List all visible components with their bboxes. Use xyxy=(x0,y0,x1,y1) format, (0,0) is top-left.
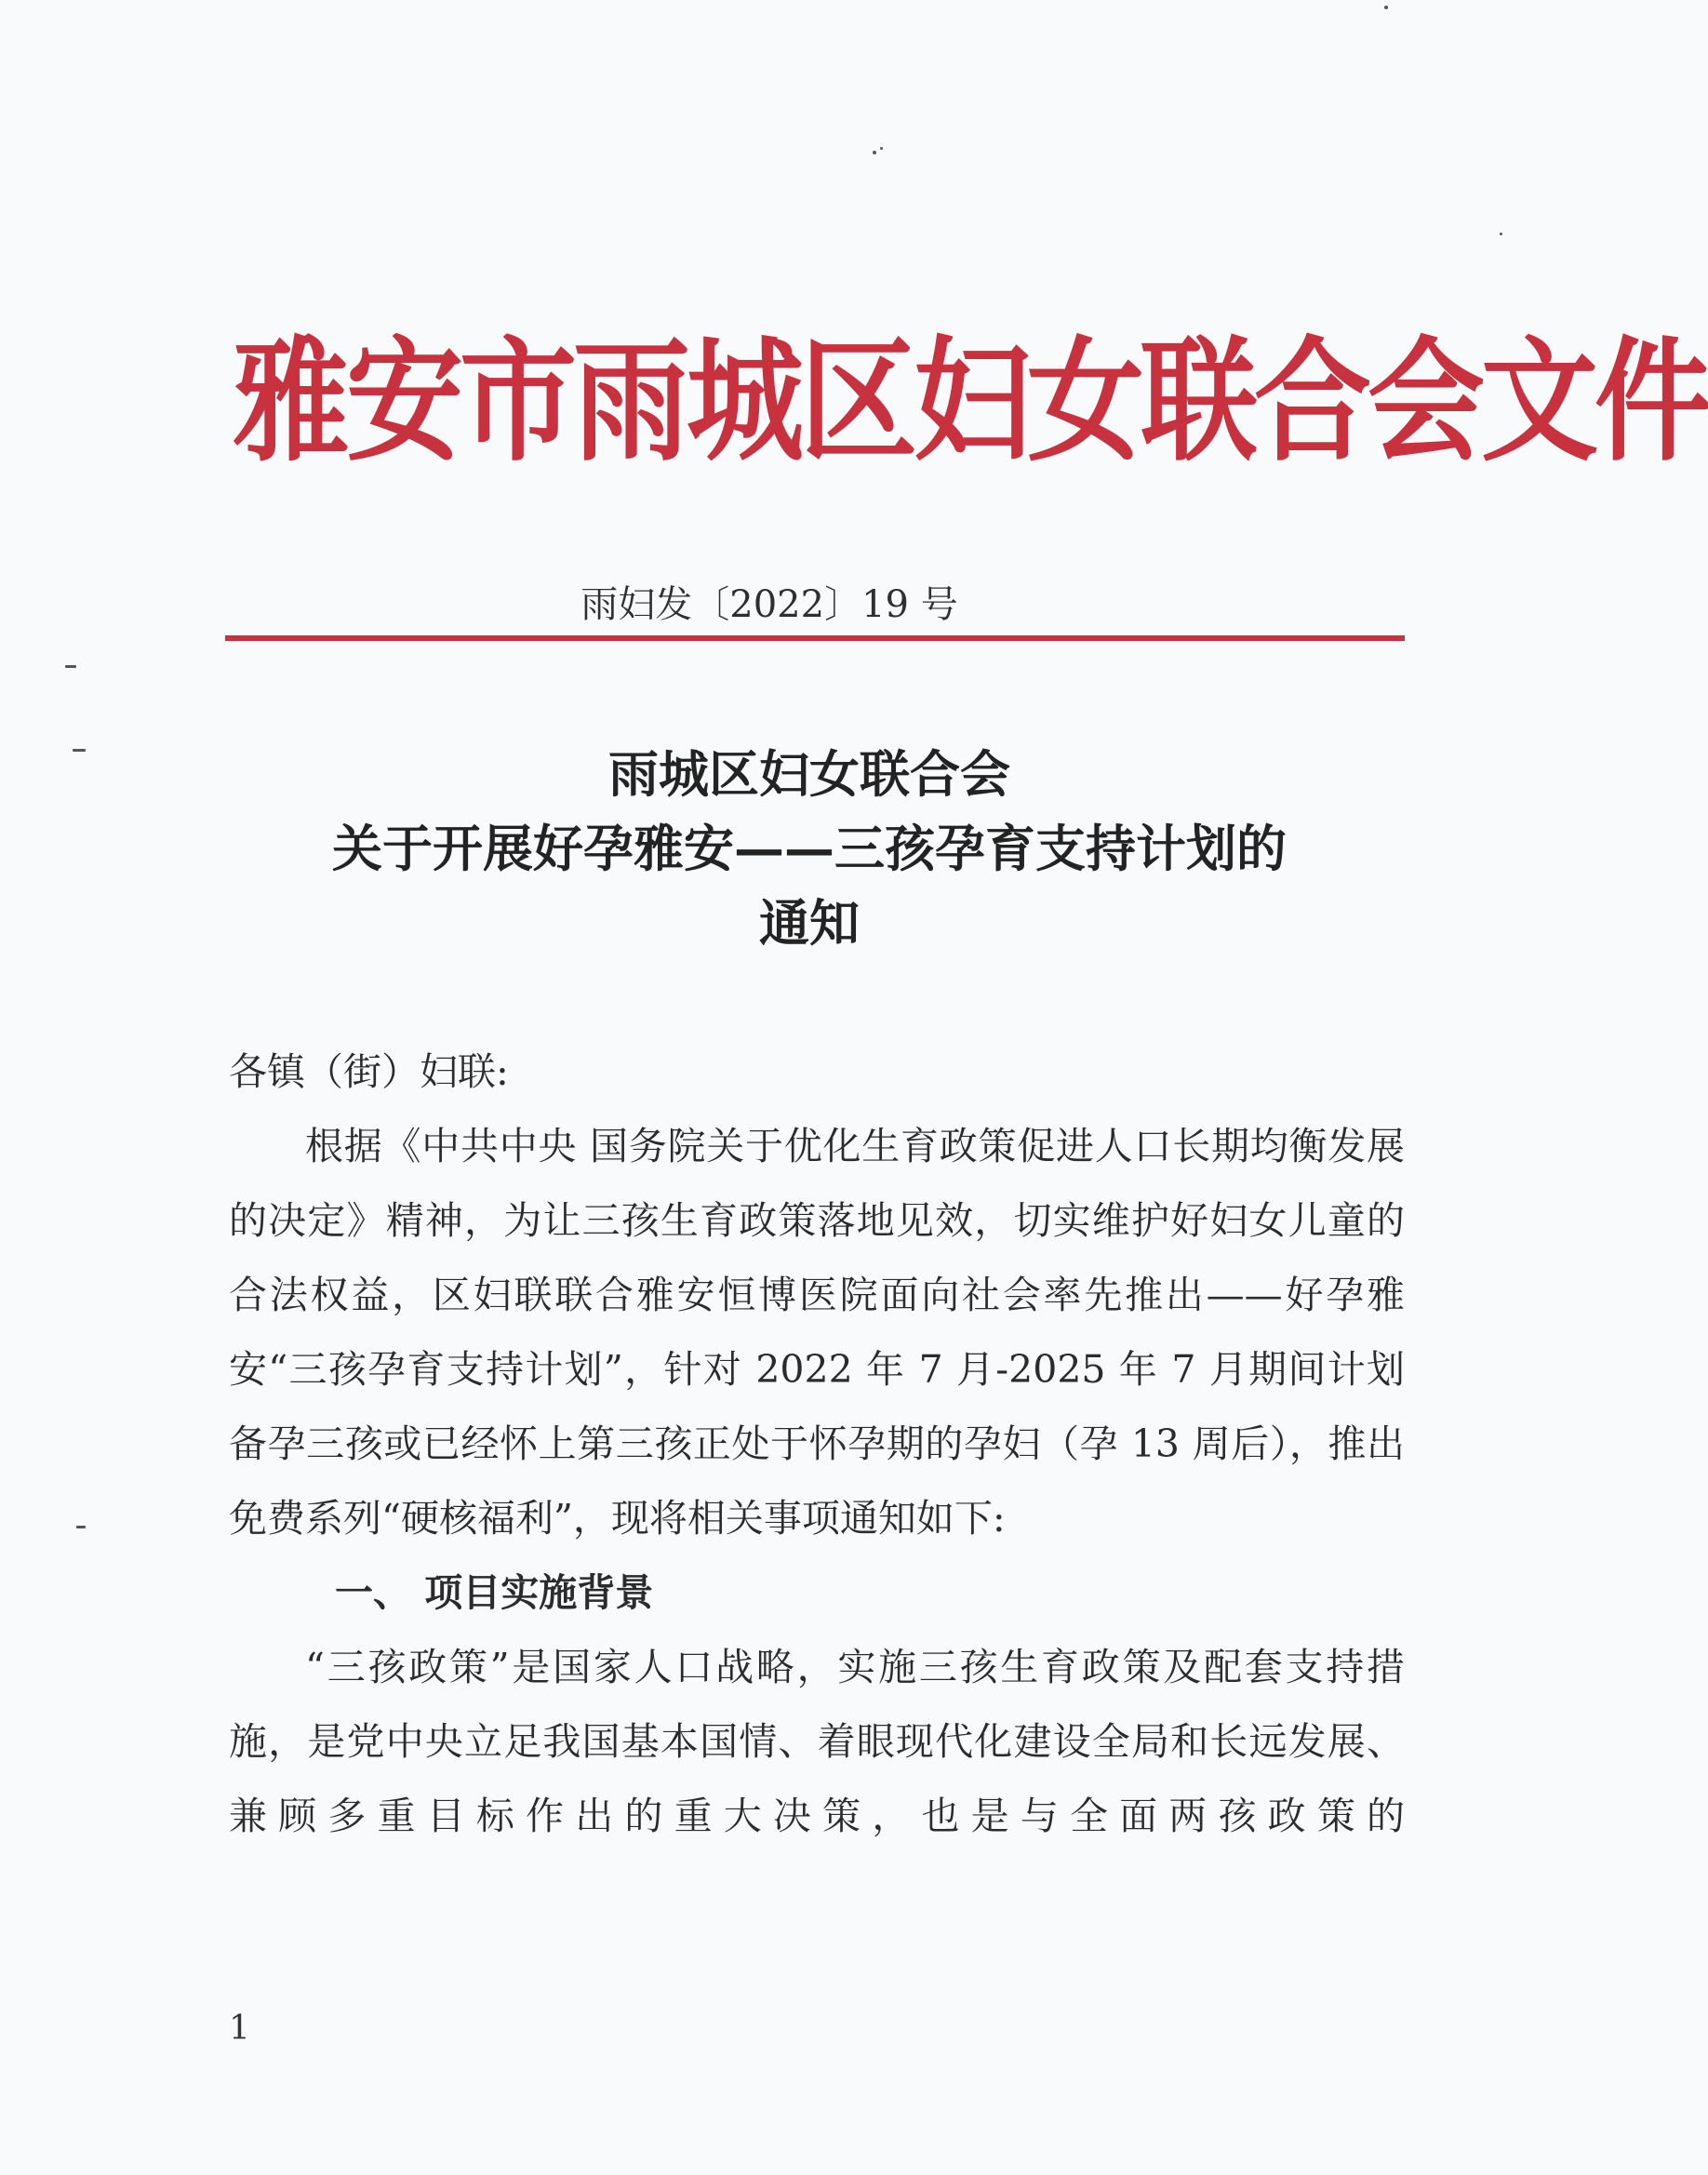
paragraph: “三孩政策”是国家人口战略，实施三孩生育政策及配套支持措施，是党中央立足我国基本国情、着眼现代化建设全局和长远发展、兼顾多重目标作出的重大决策，也是与全面两孩政策的 xyxy=(229,1645,1405,1838)
scan-speck xyxy=(1500,233,1502,235)
scan-speck xyxy=(65,665,76,668)
scan-speck xyxy=(880,147,883,150)
page-number: 1 xyxy=(229,2009,250,2048)
scan-speck xyxy=(76,1526,86,1528)
paragraph: 根据《中共中央 国务院关于优化生育政策促进人口长期均衡发展的决定》精神，为让三孩生育政策落地见效，切实维护好妇女儿童的合法权益，区妇联联合雅安恒博医院面向社会率先推出——好孕雅安“三孩孕育支持计划”，针对 2022 年 7 月-2025 年 7 月期间计划备孕三孩或已经怀上第三孩正处于怀孕期的孕妇（孕 13 周后），推出免费系列“硬核福利”，现将相关事项通知如下: xyxy=(229,1124,1405,1541)
notice-body xyxy=(229,1034,1405,1853)
notice-title-line-3: 通知 xyxy=(759,893,860,953)
masthead-title: 雅安市雨城区妇女联合会文件 xyxy=(233,322,1708,480)
document-number: 雨妇发〔2022〕19 号 xyxy=(580,583,958,626)
salutation: 各镇（街）妇联: xyxy=(229,1049,509,1094)
red-divider-line xyxy=(225,635,1405,641)
scan-speck xyxy=(873,151,876,154)
scan-speck xyxy=(1384,6,1388,9)
notice-title-line-1: 雨城区妇女联合会 xyxy=(608,744,1010,804)
section-heading: 一、 项目实施背景 xyxy=(335,1570,654,1615)
notice-title-line-2: 关于开展好孕雅安——三孩孕育支持计划的 xyxy=(332,819,1287,878)
